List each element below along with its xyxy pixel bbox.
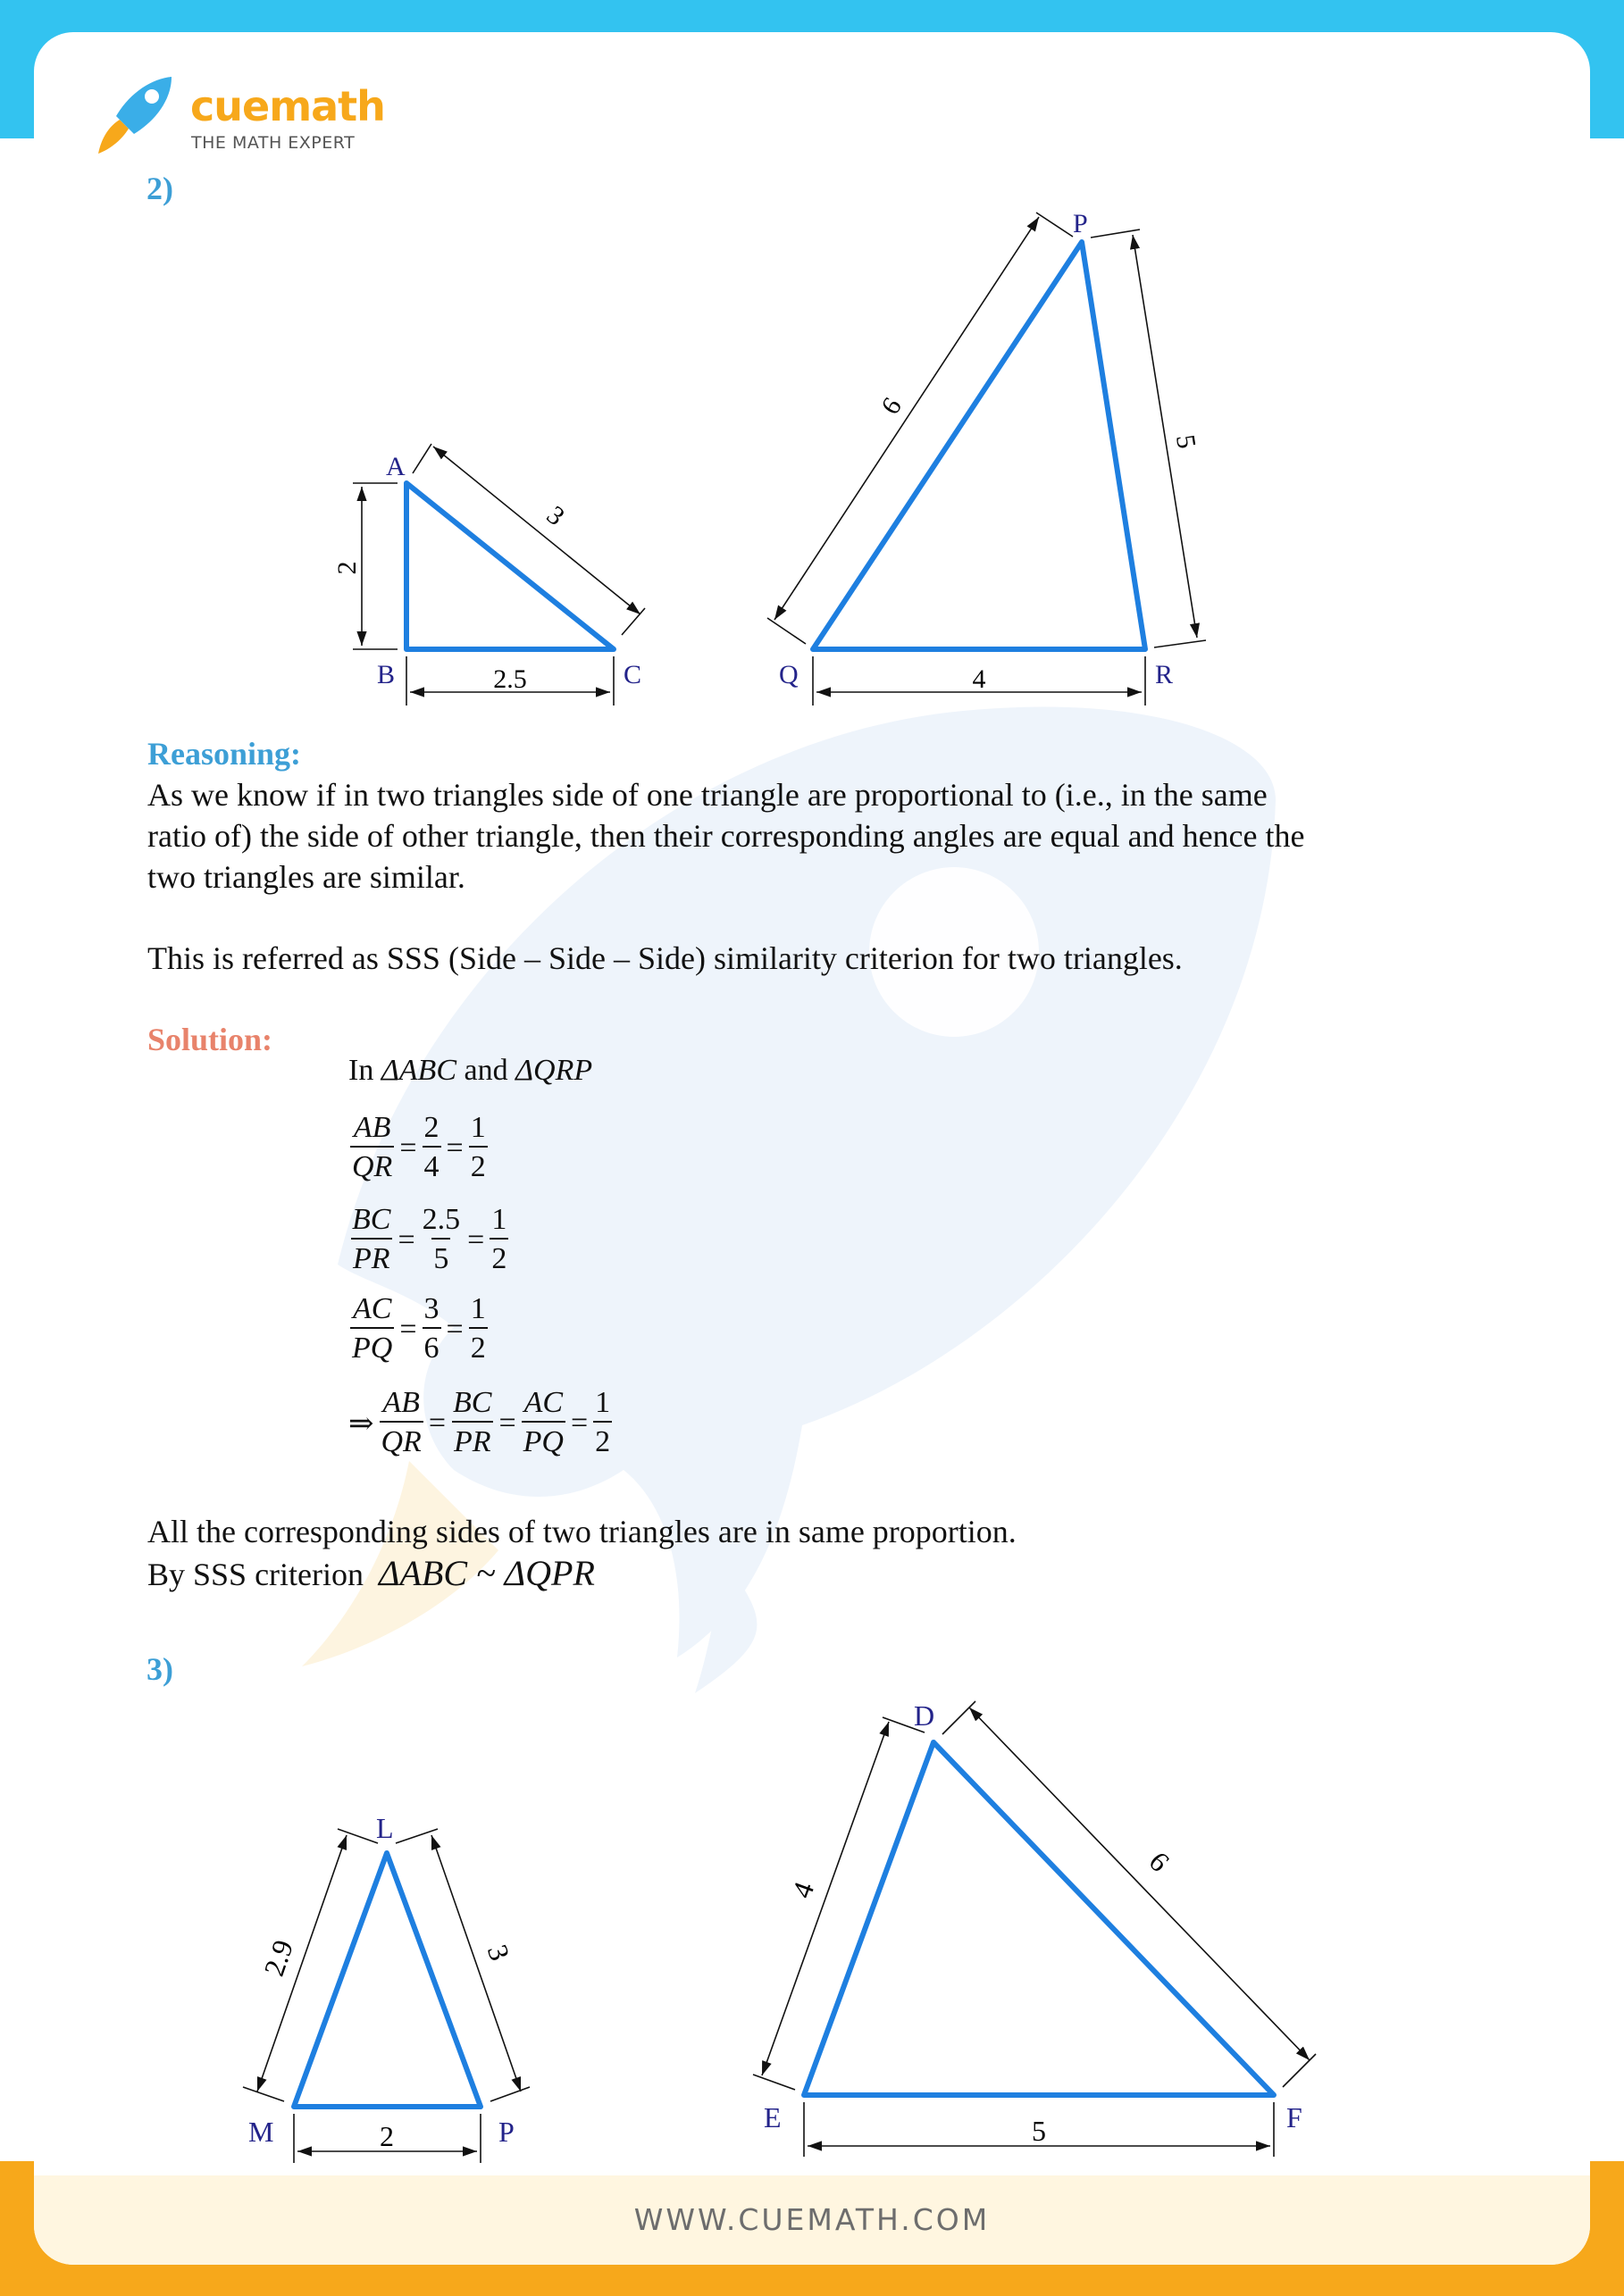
equals-sign: =: [398, 1223, 415, 1257]
ratio-num: 1: [491, 1203, 507, 1236]
label-ef: 5: [1032, 2115, 1046, 2147]
intro-and: and: [464, 1054, 508, 1087]
question-number-3: 3): [146, 1651, 173, 1687]
label-df: 6: [1143, 1845, 1176, 1878]
equals-sign: =: [570, 1407, 589, 1440]
reasoning-line-3: two triangles are similar.: [147, 859, 465, 895]
implies-arrow: ⇒: [348, 1407, 374, 1440]
ratio-num: AC: [523, 1386, 564, 1419]
conclusion-line-2: [147, 1553, 595, 1595]
triangle-lmp: [294, 1853, 481, 2107]
triangle-pqr: [813, 242, 1145, 649]
vertex-p-q3: P: [498, 2116, 515, 2148]
vertex-r: R: [1155, 660, 1174, 689]
q3-figure: [0, 1679, 1624, 2179]
ratio-num: 2: [423, 1111, 439, 1144]
ratio-den: PR: [351, 1238, 392, 1279]
question-number-2: 2): [146, 171, 173, 206]
label-lp: 3: [481, 1940, 517, 1965]
brand-name: cuemath: [190, 82, 385, 130]
label-qp: 6: [875, 392, 908, 421]
ratio-den: PQ: [522, 1421, 565, 1462]
ratio-den: PR: [452, 1421, 493, 1462]
vertex-f: F: [1286, 2101, 1302, 2133]
triangle-def: [804, 1742, 1274, 2095]
ratio-den: 6: [423, 1327, 441, 1368]
equals-sign: =: [399, 1131, 417, 1165]
label-ed: 4: [785, 1877, 821, 1902]
label-ml: 2.9: [257, 1935, 300, 1981]
label-ab: 2: [332, 561, 362, 575]
label-bc: 2.5: [493, 664, 527, 694]
ratio-num: AB: [353, 1111, 391, 1144]
ratio-num: BC: [352, 1203, 391, 1236]
ratio-row-1: [348, 1104, 490, 1193]
reasoning-line-1: As we know if in two triangles side of one triangle are proportional to (i.e., in the same: [147, 777, 1268, 813]
equals-sign: =: [467, 1223, 485, 1257]
conclusion-similarity: ΔABC ~ ΔQPR: [379, 1553, 595, 1593]
dim-lp: [431, 1835, 521, 2091]
solution-intro: [348, 1054, 592, 1088]
ratio-den: 4: [423, 1146, 441, 1187]
vertex-b: B: [377, 660, 396, 689]
intro-triangle-qrp: ΔQRP: [515, 1054, 593, 1087]
ratio-den: PQ: [350, 1327, 394, 1368]
ratio-num: AC: [352, 1292, 392, 1325]
vertex-l: L: [376, 1812, 394, 1844]
vertex-a: A: [386, 452, 406, 481]
reasoning-heading: Reasoning:: [147, 736, 302, 772]
vertex-c: C: [624, 660, 642, 689]
ratio-num: 3: [423, 1292, 439, 1325]
vertex-e: E: [764, 2101, 782, 2133]
label-ac: 3: [540, 500, 571, 532]
equals-sign: =: [399, 1313, 417, 1346]
ratio-num: BC: [453, 1386, 492, 1419]
label-qr: 4: [972, 664, 986, 694]
intro-triangle-abc: ΔABC: [381, 1054, 456, 1087]
label-pr: 5: [1169, 432, 1201, 451]
brand-tagline: THE MATH EXPERT: [191, 133, 356, 153]
ratio-den: 2: [490, 1238, 508, 1279]
equals-sign: =: [446, 1313, 464, 1346]
label-mp: 2: [380, 2120, 394, 2152]
dim-ed: [762, 1722, 889, 2075]
ratio-num: 2.5: [422, 1203, 461, 1236]
combined-ratio-row: [345, 1379, 614, 1468]
ratio-den: QR: [380, 1421, 423, 1462]
q2-figure: [0, 0, 1624, 732]
ratio-num: 1: [595, 1386, 611, 1419]
conclusion-line-1: All the corresponding sides of two triangles are in same proportion.: [147, 1514, 1017, 1549]
dim-df: [969, 1707, 1310, 2060]
vertex-p: P: [1073, 209, 1088, 238]
intro-in: In: [348, 1054, 374, 1087]
equals-sign: =: [446, 1131, 464, 1165]
dim-qp: [774, 217, 1039, 620]
ratio-den: 2: [469, 1146, 488, 1187]
footer: [34, 2175, 1590, 2265]
reasoning-line-2: ratio of) the side of other triangle, then their corresponding angles are equal and hence the: [147, 818, 1305, 854]
vertex-d: D: [914, 1699, 935, 1732]
solution-heading: Solution:: [147, 1022, 273, 1057]
ratio-den: 5: [431, 1238, 450, 1279]
vertex-q: Q: [779, 660, 799, 689]
footer-url[interactable]: WWW.CUEMATH.COM: [633, 2202, 991, 2237]
equals-sign: =: [498, 1407, 516, 1440]
ratio-den: 2: [593, 1421, 612, 1462]
ratio-num: 1: [470, 1111, 486, 1144]
equals-sign: =: [428, 1407, 447, 1440]
ratio-row-2: [348, 1196, 510, 1285]
conclusion-text: By SSS criterion: [147, 1557, 364, 1592]
vertex-m: M: [248, 2116, 274, 2148]
sss-criterion-text: This is referred as SSS (Side – Side – Side) similarity criterion for two triangles.: [147, 940, 1183, 976]
ratio-den: 2: [469, 1327, 488, 1368]
ratio-den: QR: [350, 1146, 394, 1187]
ratio-num: 1: [470, 1292, 486, 1325]
ratio-num: AB: [382, 1386, 420, 1419]
ratio-row-3: [348, 1285, 490, 1374]
